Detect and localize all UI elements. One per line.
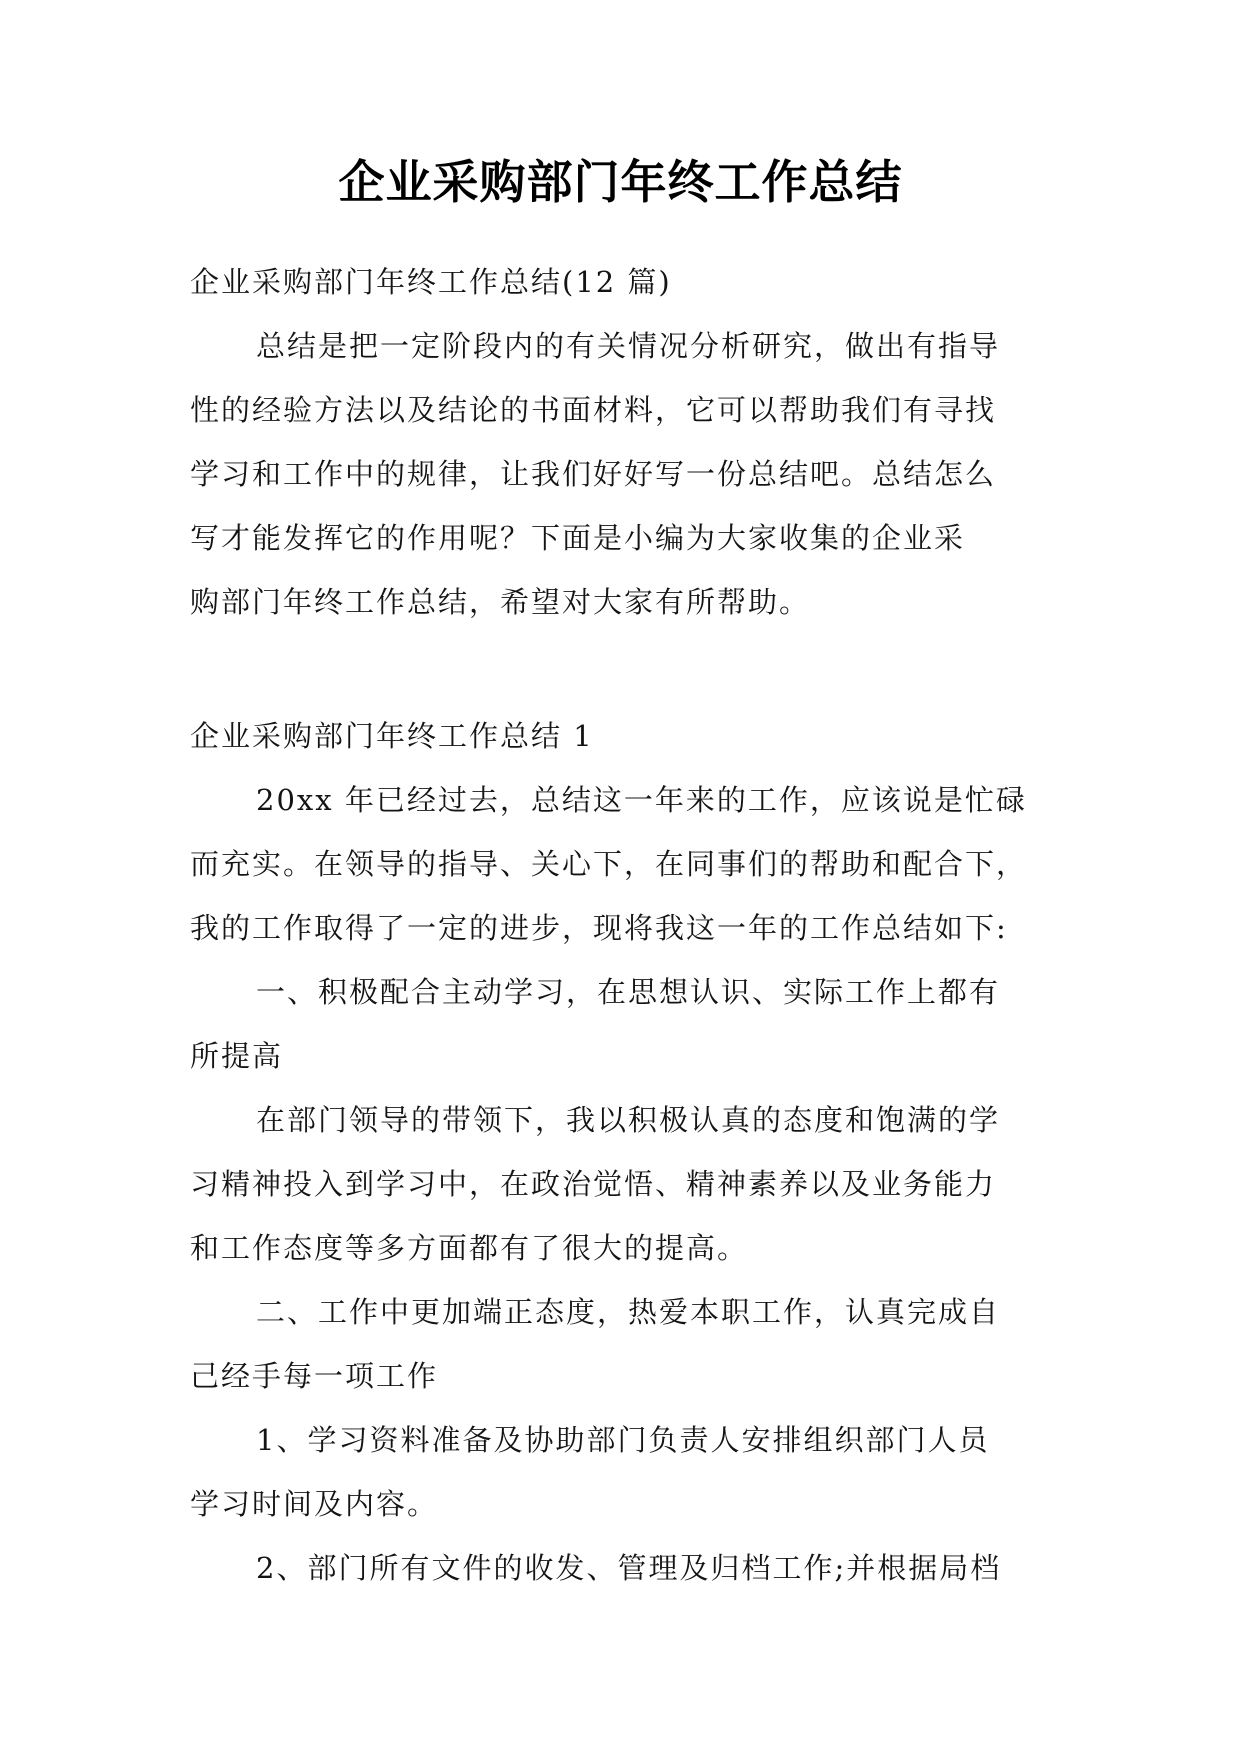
subheading-line: 己经手每一项工作 bbox=[190, 1359, 439, 1393]
intro-line: 总结是把一定阶段内的有关情况分析研究，做出有指导 bbox=[256, 329, 1001, 363]
subheading-line: 所提高 bbox=[190, 1039, 284, 1073]
list-item-line: 2、部门所有文件的收发、管理及归档工作;并根据局档 bbox=[256, 1551, 1002, 1585]
intro-line: 购部门年终工作总结，希望对大家有所帮助。 bbox=[190, 585, 811, 619]
subheading-line: 一、积极配合主动学习，在思想认识、实际工作上都有 bbox=[256, 975, 1001, 1009]
intro-line: 学习和工作中的规律，让我们好好写一份总结吧。总结怎么 bbox=[190, 457, 997, 491]
paragraph-line: 习精神投入到学习中，在政治觉悟、精神素养以及业务能力 bbox=[190, 1167, 997, 1201]
list-item-line: 1、学习资料准备及协助部门负责人安排组织部门人员 bbox=[256, 1423, 990, 1457]
paragraph-line: 我的工作取得了一定的进步，现将我这一年的工作总结如下: bbox=[190, 911, 1008, 945]
section-1-block bbox=[190, 704, 1050, 1600]
paragraph-line: 而充实。在领导的指导、关心下，在同事们的帮助和配合下， bbox=[190, 847, 1028, 881]
intro-line: 性的经验方法以及结论的书面材料，它可以帮助我们有寻找 bbox=[190, 393, 997, 427]
intro-line: 写才能发挥它的作用呢？下面是小编为大家收集的企业采 bbox=[190, 521, 966, 555]
list-item-line: 学习时间及内容。 bbox=[190, 1487, 439, 1521]
section-heading: 企业采购部门年终工作总结 1 bbox=[190, 719, 594, 753]
paragraph-line: 在部门领导的带领下，我以积极认真的态度和饱满的学 bbox=[256, 1103, 1001, 1137]
subheading-line: 二、工作中更加端正态度，热爱本职工作，认真完成自 bbox=[256, 1295, 1001, 1329]
paragraph-line: 和工作态度等多方面都有了很大的提高。 bbox=[190, 1231, 749, 1265]
intro-block bbox=[190, 250, 1050, 634]
intro-heading: 企业采购部门年终工作总结(12 篇) bbox=[190, 265, 672, 299]
document-title: 企业采购部门年终工作总结 bbox=[338, 155, 903, 209]
paragraph-line: 20xx 年已经过去，总结这一年来的工作，应该说是忙碌 bbox=[256, 783, 1027, 817]
